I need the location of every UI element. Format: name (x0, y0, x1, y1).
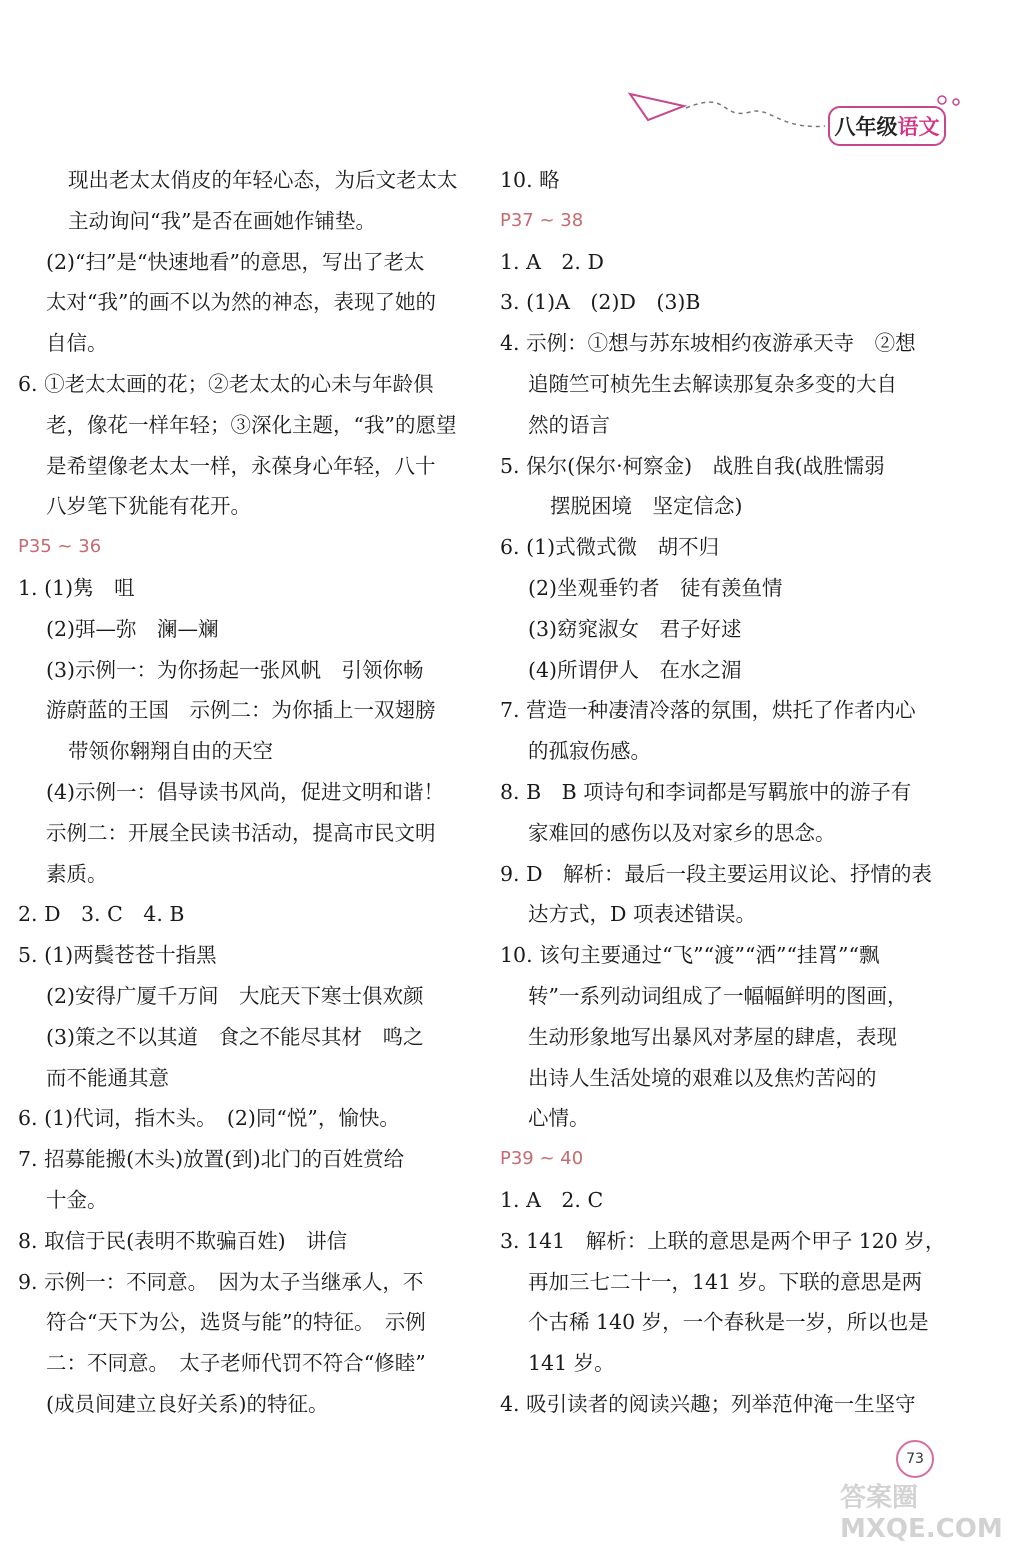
left-answer-column (18, 160, 478, 1425)
answer-line: 4. 吸引读者的阅读兴趣；列举范仲淹一生坚守 (500, 1391, 916, 1416)
answer-line: 的孤寂伤感。 (528, 739, 651, 764)
answer-line: 8. 取信于民(表明不欺骗百姓) 讲信 (18, 1228, 348, 1253)
answer-line: 3. 141 解析：上联的意思是两个甲子 120 岁， (500, 1228, 946, 1253)
answer-line: 1. A 2. C (500, 1187, 604, 1212)
answer-line: 然的语言 (528, 412, 610, 437)
answer-line: 心情。 (528, 1106, 590, 1131)
answer-line: 2. D 3. C 4. B (18, 902, 185, 927)
answer-line: 符合“天下为公，选贤与能”的特征。 示例 (46, 1310, 426, 1335)
answer-line: 老，像花一样年轻；③深化主题，“我”的愿望 (46, 412, 457, 437)
answer-line: 现出老太太俏皮的年轻心态，为后文老太太 (68, 168, 458, 192)
answer-line: 是希望像老太太一样，永葆身心年轻，八十 (46, 453, 436, 478)
answer-line: 7. 招募能搬(木头)放置(到)北门的百姓赏给 (18, 1147, 405, 1172)
grade-subject-badge (828, 106, 946, 146)
answer-line: 游蔚蓝的王国 示例二：为你插上一双翅膀 (46, 698, 436, 723)
answer-line: 主动询问“我”是否在画她作铺垫。 (68, 208, 376, 233)
answer-line: (成员间建立良好关系)的特征。 (46, 1391, 329, 1416)
answer-line: 8. B B 项诗句和李词都是写羁旅中的游子有 (500, 779, 912, 804)
answer-line: 5. 保尔(保尔·柯察金) 战胜自我(战胜懦弱 (500, 453, 885, 478)
answer-line: (4)示例一：倡导读书风尚，促进文明和谐！ (46, 779, 445, 804)
answer-line: 6. (1)代词，指木头。 (2)同“悦”，愉快。 (18, 1106, 400, 1131)
answer-line: 6. (1)式微式微 胡不归 (500, 535, 720, 560)
answer-line: (3)窈窕淑女 君子好逑 (528, 616, 742, 641)
answer-line: 7. 营造一种凄清冷落的氛围，烘托了作者内心 (500, 698, 916, 723)
answer-line: (3)策之不以其道 食之不能尽其材 鸣之 (46, 1024, 424, 1049)
answer-line: 9. 示例一：不同意。 因为太子当继承人，不 (18, 1269, 424, 1294)
answer-line: 1. A 2. D (500, 249, 604, 274)
answer-line: (3)示例一：为你扬起一张风帆 引领你畅 (46, 657, 424, 682)
page-header (620, 80, 980, 160)
answer-line: 示例二：开展全民读书活动，提高市民文明 (46, 820, 436, 845)
answer-line: 而不能通其意 (46, 1065, 169, 1090)
answer-line: 9. D 解析：最后一段主要运用议论、抒情的表 (500, 861, 933, 886)
answer-line: 转”一系列动词组成了一幅幅鲜明的图画， (528, 983, 908, 1008)
watermark-logo: 答案圈 MXQE.COM (840, 1482, 1003, 1544)
answer-line: 6. ①老太太画的花；②老太太的心未与年龄俱 (18, 371, 434, 396)
answer-line: 带领你翱翔自由的天空 (68, 739, 273, 764)
grade-label: 八年级 (834, 115, 898, 139)
answer-line: 10. 该句主要通过“飞”“渡”“洒”“挂罥”“飘 (500, 943, 880, 968)
answer-line: 生动形象地写出暴风对茅屋的肆虐，表现 (528, 1024, 897, 1049)
right-answer-column (500, 160, 960, 1425)
answer-line: 5. (1)两鬓苍苍十指黑 (18, 943, 217, 968)
answer-line: 十金。 (46, 1187, 108, 1212)
answer-line: 个古稀 140 岁，一个春秋是一岁，所以也是 (528, 1310, 929, 1335)
answer-line: 3. (1)A (2)D (3)B (500, 290, 701, 315)
answer-line: 4. 示例：①想与苏东坡相约夜游承天寺 ②想 (500, 331, 916, 356)
answer-line: 再加三七二十一，141 岁。下联的意思是两 (528, 1269, 923, 1294)
answer-line: 太对“我”的画不以为然的神态，表现了她的 (46, 290, 436, 315)
answer-line: 达方式，D 项表述错误。 (528, 902, 756, 927)
answer-line: 自信。 (46, 331, 108, 356)
answer-line: 141 岁。 (528, 1351, 615, 1376)
section-heading: P37 ~ 38 (500, 209, 584, 231)
answer-line: 二：不同意。 太子老师代罚不符合“修睦” (46, 1351, 426, 1376)
answer-line: (4)所谓伊人 在水之湄 (528, 657, 742, 682)
answer-line: (2)坐观垂钓者 徒有羡鱼情 (528, 575, 783, 600)
subject-label: 语文 (897, 115, 940, 139)
answer-line: 摆脱困境 坚定信念) (550, 494, 743, 519)
page-number: 73 (896, 1440, 934, 1478)
answer-line: 10. 略 (500, 168, 560, 192)
answer-line: 1. (1)隽 咀 (18, 575, 135, 600)
answer-line: (2)弭—弥 澜—斓 (46, 616, 219, 641)
answer-line: (2)安得广厦千万间 大庇天下寒士俱欢颜 (46, 983, 424, 1008)
answer-line: 追随竺可桢先生去解读那复杂多变的大自 (528, 371, 897, 396)
section-heading: P35 ~ 36 (18, 536, 102, 558)
section-heading: P39 ~ 40 (500, 1148, 584, 1170)
answer-line: (2)“扫”是“快速地看”的意思，写出了老太 (46, 249, 425, 274)
answer-line: 素质。 (46, 861, 108, 886)
answer-line: 家难回的感伤以及对家乡的思念。 (528, 820, 836, 845)
answer-line: 出诗人生活处境的艰难以及焦灼苦闷的 (528, 1065, 877, 1090)
answer-line: 八岁笔下犹能有花开。 (46, 494, 251, 519)
